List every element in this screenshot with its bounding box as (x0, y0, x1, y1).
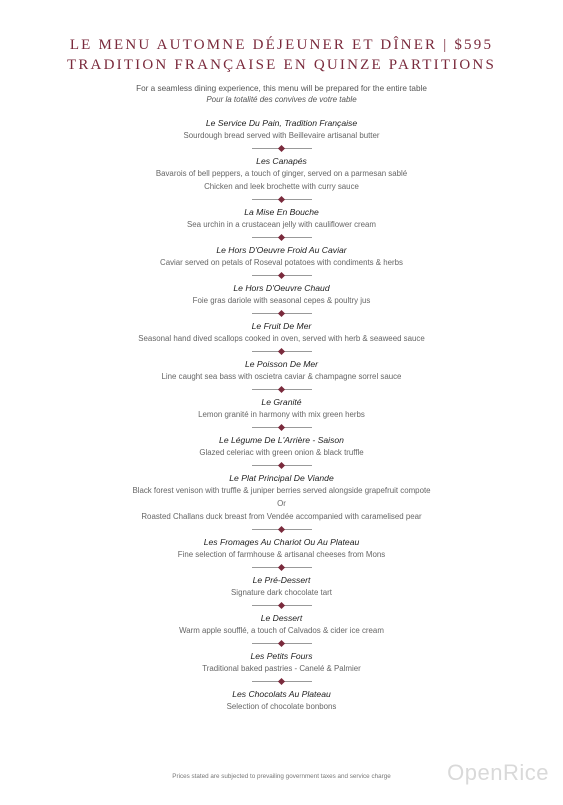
course-item (0, 612, 563, 650)
course-name: Le Dessert (260, 613, 303, 623)
course-name: Les Fromages Au Chariot Ou Au Plateau (203, 537, 360, 547)
course-divider (252, 459, 312, 472)
course-description: Seasonal hand dived scallops cooked in oven, served with herb & seaweed sauce (138, 334, 425, 343)
course-description: Or (277, 499, 286, 508)
course-description: Caviar served on petals of Roseval potatoes with condiments & herbs (160, 258, 403, 267)
course-item (0, 472, 563, 536)
course-divider (252, 142, 312, 155)
course-description: Line caught sea bass with oscietra caviar & champagne sorrel sauce (161, 372, 402, 381)
course-description: Sea urchin in a crustacean jelly with cauliflower cream (186, 220, 377, 229)
course-name: Le Plat Principal De Viande (229, 473, 334, 483)
divider-ornament-icon (277, 526, 284, 533)
menu-title-line-1: LE MENU AUTOMNE DÉJEUNER ET DÎNER | $595 (69, 37, 494, 53)
divider-ornament-icon (277, 386, 284, 393)
course-description: Selection of chocolate bonbons (226, 702, 337, 711)
course-item (0, 434, 563, 472)
divider-ornament-icon (277, 678, 284, 685)
course-description: Signature dark chocolate tart (231, 588, 332, 597)
course-description: Foie gras dariole with seasonal cepes & poultry jus (192, 296, 371, 305)
course-name: La Mise En Bouche (244, 207, 319, 217)
menu-title-line-2: TRADITION FRANÇAISE EN QUINZE PARTITIONS (66, 57, 497, 73)
divider-ornament-icon (277, 424, 284, 431)
divider-ornament-icon (277, 348, 284, 355)
course-description: Glazed celeriac with green onion & black truffle (199, 448, 364, 457)
course-description: Bavarois of bell peppers, a touch of ginger, served on a parmesan sablé (155, 169, 408, 178)
course-name: Le Pré-Dessert (252, 575, 311, 585)
course-description: Lemon granité in harmony with mix green herbs (198, 410, 365, 419)
course-divider (252, 231, 312, 244)
divider-ornament-icon (277, 564, 284, 571)
course-divider (252, 307, 312, 320)
course-divider (252, 345, 312, 358)
course-name: Les Canapés (256, 156, 307, 166)
course-divider (252, 637, 312, 650)
course-item (0, 650, 563, 688)
course-item (0, 688, 563, 713)
course-name: Les Chocolats Au Plateau (232, 689, 331, 699)
course-description: Roasted Challans duck breast from Vendée accompanied with caramelised pear (141, 512, 422, 521)
course-item (0, 320, 563, 358)
course-divider (252, 675, 312, 688)
course-divider (252, 599, 312, 612)
divider-ornament-icon (277, 234, 284, 241)
course-item (0, 206, 563, 244)
footer-note: Prices stated are subjected to prevailing government taxes and service charge (172, 773, 391, 780)
course-name: Le Poisson De Mer (244, 359, 319, 369)
divider-ornament-icon (277, 272, 284, 279)
course-divider (252, 193, 312, 206)
course-item (0, 244, 563, 282)
course-description: Warm apple soufflé, a touch of Calvados & cider ice cream (179, 626, 384, 635)
divider-ornament-icon (277, 196, 284, 203)
course-divider (252, 269, 312, 282)
course-divider (252, 523, 312, 536)
divider-ornament-icon (277, 145, 284, 152)
course-name: Le Légume De L'Arrière - Saison (219, 435, 344, 445)
course-item (0, 117, 563, 155)
course-name: Les Petits Fours (250, 651, 313, 661)
course-item (0, 574, 563, 612)
course-divider (252, 561, 312, 574)
course-name: Le Fruit De Mer (251, 321, 312, 331)
course-description: Traditional baked pastries - Canelé & Palmier (202, 664, 361, 673)
course-list (0, 117, 563, 713)
divider-ornament-icon (277, 602, 284, 609)
course-description: Fine selection of farmhouse & artisanal cheeses from Mons (177, 550, 386, 559)
divider-ornament-icon (277, 462, 284, 469)
menu-header (0, 0, 563, 105)
course-item (0, 358, 563, 396)
course-item (0, 282, 563, 320)
course-item (0, 155, 563, 206)
course-name: Le Hors D'Oeuvre Chaud (233, 283, 330, 293)
course-name: Le Granité (261, 397, 302, 407)
course-item (0, 536, 563, 574)
course-item (0, 396, 563, 434)
course-divider (252, 383, 312, 396)
menu-intro: For a seamless dining experience, this menu will be prepared for the entire table (136, 84, 427, 93)
course-name: Le Hors D'Oeuvre Froid Au Caviar (216, 245, 347, 255)
course-name: Le Service Du Pain, Tradition Française (205, 118, 358, 128)
divider-ornament-icon (277, 640, 284, 647)
course-divider (252, 421, 312, 434)
course-description: Sourdough bread served with Beillevaire artisanal butter (183, 131, 380, 140)
openrice-watermark-logo: OpenRice (447, 760, 549, 785)
course-description: Black forest venison with truffle & juniper berries served alongside grapefruit compote (132, 486, 431, 495)
course-description: Chicken and leek brochette with curry sauce (204, 182, 359, 191)
menu-intro-french: Pour la totalité des convives de votre table (206, 95, 357, 104)
divider-ornament-icon (277, 310, 284, 317)
